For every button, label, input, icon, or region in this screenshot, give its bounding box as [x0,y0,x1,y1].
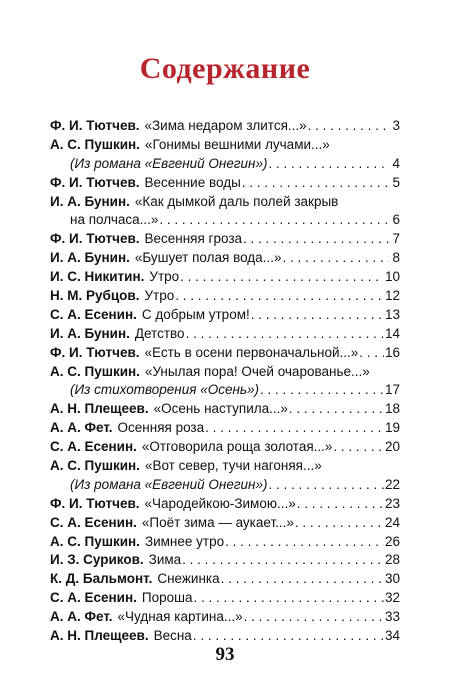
toc-title: Весенняя гроза [144,231,243,247]
toc-page-number: 30 [384,571,400,587]
dot-leader [333,438,384,457]
toc-title: «Зима недаром злится...» [144,117,307,133]
toc-page-number: 18 [384,401,400,417]
toc-page-number: 16 [384,344,400,360]
table-of-contents [50,117,400,646]
toc-entry [50,363,400,382]
toc-author: А. Н. Плещеев. [50,628,149,644]
toc-author: И. А. Бунин. [50,193,130,209]
toc-title: Пороша [141,590,193,606]
toc-author: С. А. Есенин. [50,306,137,322]
toc-author: А. С. Пушкин. [50,363,140,379]
toc-entry [50,589,400,608]
toc-title: «Унылая пора! Очей очарованье...» [144,363,370,379]
toc-title: «Осень наступила...» [153,401,288,417]
dot-leader [308,117,389,136]
toc-page-number: 12 [384,288,400,303]
toc-page-number: 10 [384,269,400,285]
toc-entry [50,193,400,212]
toc-page-number: 8 [392,250,400,266]
dot-leader [297,495,384,514]
dot-leader [186,325,384,344]
toc-source-note: (Из романа «Евгений Онегин») [70,476,268,492]
toc-page-number: 26 [384,533,400,549]
dot-leader [268,155,389,174]
toc-author: А. С. Пушкин. [50,533,140,549]
toc-page-number: 28 [384,552,400,568]
dot-leader [243,230,389,249]
toc-title: Утро [144,288,175,303]
toc-title: Зима [148,552,182,568]
toc-author: А. Н. Плещеев. [50,401,149,417]
toc-author: С. А. Есенин. [50,514,137,530]
page-title: Содержание [139,52,311,85]
toc-title: Зимнее утро [144,533,225,549]
dot-leader [251,306,384,325]
dot-leader [193,589,384,608]
toc-entry [50,608,400,627]
toc-title: «Чудная картина...» [117,609,243,625]
toc-entry [50,306,400,325]
toc-entry [50,533,400,552]
toc-title: «Поёт зима — аукает...» [141,514,294,530]
toc-entry [50,344,400,363]
toc-author: А. С. Пушкин. [50,136,140,152]
toc-page-number: 4 [392,155,400,171]
toc-title: Осенняя роза [117,420,205,436]
dot-leader [268,476,384,495]
dot-leader [282,249,389,268]
toc-author: И. З. Суриков. [50,552,144,568]
toc-title: С добрым утром! [141,306,250,322]
toc-title: Весенние воды [144,174,241,190]
toc-page-number: 24 [384,514,400,530]
toc-entry [50,476,400,495]
toc-page-number: 14 [384,325,400,341]
dot-leader [159,211,389,230]
dot-leader [180,268,384,287]
dot-leader [221,570,384,589]
toc-page-number: 33 [384,609,400,625]
dot-leader [289,400,384,419]
dot-leader [295,514,384,533]
toc-entry [50,570,400,589]
toc-page-number: 20 [384,439,400,455]
toc-entry [50,514,400,533]
toc-page-number: 19 [384,420,400,436]
toc-page-number: 32 [384,590,400,606]
toc-page-number: 3 [392,117,400,133]
toc-title: «Как дымкой даль полей закрыв [134,193,339,209]
toc-entry [50,155,400,174]
toc-author: Ф. И. Тютчев. [50,344,140,360]
toc-author: Н. М. Рубцов. [50,288,140,303]
toc-author: Ф. И. Тютчев. [50,231,140,247]
toc-author: С. А. Есенин. [50,590,137,606]
toc-author: А. А. Фет. [50,420,113,436]
toc-page-number: 5 [392,174,400,190]
toc-page-number: 22 [384,476,400,492]
toc-title: «Бушует полая вода...» [134,250,282,266]
toc-entry [50,287,400,306]
toc-entry [50,230,400,249]
toc-author: Ф. И. Тютчев. [50,495,140,511]
toc-title: «Чародейкою-Зимою...» [144,495,296,511]
dot-leader [242,174,389,193]
toc-page-number: 7 [392,231,400,247]
dot-leader [225,533,384,552]
toc-page-number: 17 [384,382,400,398]
toc-entry [50,268,400,287]
toc-author: Ф. И. Тютчев. [50,174,140,190]
toc-author: И. С. Никитин. [50,269,145,285]
dot-leader [182,551,384,570]
toc-author: Ф. И. Тютчев. [50,117,140,133]
toc-entry [50,551,400,570]
toc-page-number: 6 [392,212,400,228]
toc-entry [50,400,400,419]
toc-entry [50,381,400,400]
toc-entry [50,495,400,514]
dot-leader [359,344,384,363]
toc-title: Весна [153,628,192,644]
toc-entry [50,438,400,457]
toc-title: «Гонимы вешними лучами...» [144,136,330,152]
toc-source-note: (Из романа «Евгений Онегин») [70,155,268,171]
toc-entry [50,174,400,193]
dot-leader [175,287,384,306]
toc-author: А. А. Фет. [50,609,113,625]
toc-title: «Есть в осени первоначальной...» [144,344,359,360]
toc-entry [50,419,400,438]
toc-entry [50,325,400,344]
toc-entry [50,249,400,268]
toc-entry [50,457,400,476]
toc-page-number: 13 [384,306,400,322]
toc-author: И. А. Бунин. [50,250,130,266]
toc-title: Снежинка [157,571,220,587]
toc-title: на полчаса...» [70,212,159,228]
dot-leader [260,381,384,400]
toc-title: «Отговорила роща золотая...» [141,439,333,455]
dot-leader [244,608,384,627]
page-number: 93 [215,644,235,665]
toc-author: И. А. Бунин. [50,325,130,341]
toc-title: Утро [149,269,180,285]
toc-author: С. А. Есенин. [50,439,137,455]
toc-author: К. Д. Бальмонт. [50,571,153,587]
toc-author: А. С. Пушкин. [50,458,140,474]
toc-page-number: 23 [384,495,400,511]
toc-title: «Вот север, тучи нагоняя...» [144,458,322,474]
toc-entry [50,117,400,136]
toc-entry [50,211,400,230]
toc-source-note: (Из стихотворения «Осень») [70,382,260,398]
toc-entry [50,136,400,155]
toc-page-number: 34 [384,628,400,644]
dot-leader [205,419,384,438]
toc-title: Детство [134,325,185,341]
